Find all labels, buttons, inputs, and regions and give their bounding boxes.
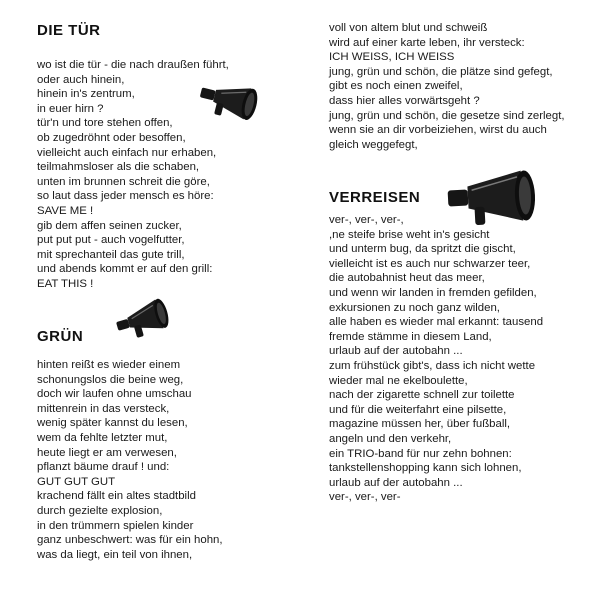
poem-line: tür'n und tore stehen offen, xyxy=(37,117,173,130)
megaphone-icon xyxy=(444,166,548,228)
poem-line: oder auch hinein, xyxy=(37,73,125,86)
poem-line: dass hier alles vorwärtsgeht ? xyxy=(329,94,480,107)
poem-line: ver-, ver-, ver-, xyxy=(329,214,404,226)
poem-line: jung, grün und schön, die plätze sind gefegt, xyxy=(329,65,553,78)
poem-line: vielleicht ist es auch nur schwarzer teer, xyxy=(329,257,531,270)
poem-line: voll von altem blut und schweiß xyxy=(329,22,488,34)
poem-line: und wenn wir landen in fremden gefilden, xyxy=(329,286,537,299)
poem-line: wieder mal ne ekelboulette, xyxy=(329,374,468,387)
poem-line: ob zugedröhnt oder besoffen, xyxy=(37,131,186,144)
poem-line: pflanzt bäume drauf ! und: xyxy=(37,461,170,474)
heading-gruen: GRÜN xyxy=(37,328,84,345)
poem-line: zum frühstück gibt's, dass ich nicht wette xyxy=(329,359,536,372)
poem-line: wenig später kannst du lesen, xyxy=(37,417,188,430)
poem-line: was da liegt, ein teil von ihnen, xyxy=(37,548,193,561)
poem-line: doch wir laufen ohne umschau xyxy=(37,388,192,401)
poem-line: in euer hirn ? xyxy=(37,102,104,115)
poem-line: und unterm bug, da spritzt die gischt, xyxy=(329,243,516,256)
poem-line: tankstellenshopping kann sich lohnen, xyxy=(329,462,522,475)
poem-line: hinein in's zentrum, xyxy=(37,88,135,101)
poem-line: schonungslos die beine weg, xyxy=(37,373,184,386)
poem-line: gleich weggefegt, xyxy=(329,138,418,151)
poem-line: exkursionen zu noch ganz wilden, xyxy=(329,301,500,314)
poem-line: die autobahnist heut das meer, xyxy=(329,272,485,285)
poem-gruen-continued xyxy=(329,21,565,152)
poem-verreisen xyxy=(329,213,543,505)
poem-line: ganz unbeschwert: was für ein hohn, xyxy=(37,534,223,547)
poem-line: nach der zigarette schnell zur toilette xyxy=(329,389,515,402)
poem-line: wem da fehlte letzter mut, xyxy=(37,431,168,444)
heading-die-tuer: DIE TÜR xyxy=(37,22,101,39)
poem-line: heute liegt er am verwesen, xyxy=(37,446,177,459)
poem-line: ,ne steife brise weht in's gesicht xyxy=(329,228,490,241)
poem-line: und abends kommt er auf den grill: xyxy=(37,263,213,276)
megaphone-icon xyxy=(112,296,178,340)
megaphone-icon xyxy=(196,78,268,122)
poem-line: vielleicht auch einfach nur erhaben, xyxy=(37,146,217,159)
poem-line: wo ist die tür - die nach draußen führt, xyxy=(37,59,229,71)
poem-line: alle haben es wieder mal erkannt: tausend xyxy=(329,316,544,329)
poem-line: wird auf einer karte leben, ihr versteck: xyxy=(329,36,525,49)
poem-line: put put put - auch vogelfutter, xyxy=(37,234,185,247)
poem-line: urlaub auf der autobahn ... xyxy=(329,476,463,489)
poem-line: urlaub auf der autobahn ... xyxy=(329,345,463,358)
poem-line: so laut dass jeder mensch es höre: xyxy=(37,190,214,203)
poem-line: mittenrein in das versteck, xyxy=(37,402,170,415)
poem-line: krachend fällt ein altes stadtbild xyxy=(37,490,196,503)
poem-line: fremde stämme in diesem Land, xyxy=(329,330,492,343)
poem-line: GUT GUT GUT xyxy=(37,475,116,488)
heading-verreisen: VERREISEN xyxy=(329,189,421,206)
poem-line: hinten reißt es wieder einem xyxy=(37,359,181,371)
poem-line: magazine müssen her, über fußball, xyxy=(329,418,511,431)
poem-line: SAVE ME ! xyxy=(37,204,94,217)
poem-line: ICH WEISS, ICH WEISS xyxy=(329,51,455,64)
poem-line: ver-, ver-, ver- xyxy=(329,491,401,504)
poem-line: durch gezielte explosion, xyxy=(37,504,163,517)
poem-line: und für die weiterfahrt eine pilsette, xyxy=(329,403,507,416)
poem-line: jung, grün und schön, die gesetze sind zerlegt, xyxy=(329,109,565,122)
poem-line: wenn sie an dir vorbeiziehen, wirst du auch xyxy=(329,124,547,137)
poem-line: mit sprechanteil das gute trill, xyxy=(37,248,185,261)
poem-line: unten im brunnen schreit die göre, xyxy=(37,175,210,188)
poem-line: gib dem affen seinen zucker, xyxy=(37,219,182,232)
poem-line: ein TRIO-band für nur zehn bohnen: xyxy=(329,447,512,460)
poem-line: angeln und den verkehr, xyxy=(329,432,452,445)
poem-line: in den trümmern spielen kinder xyxy=(37,519,194,532)
poem-line: EAT THIS ! xyxy=(37,277,94,290)
poem-gruen xyxy=(37,358,223,562)
poem-line: teilmahmsloser als die schaben, xyxy=(37,161,200,174)
poem-line: gibt es noch einen zweifel, xyxy=(329,80,463,93)
